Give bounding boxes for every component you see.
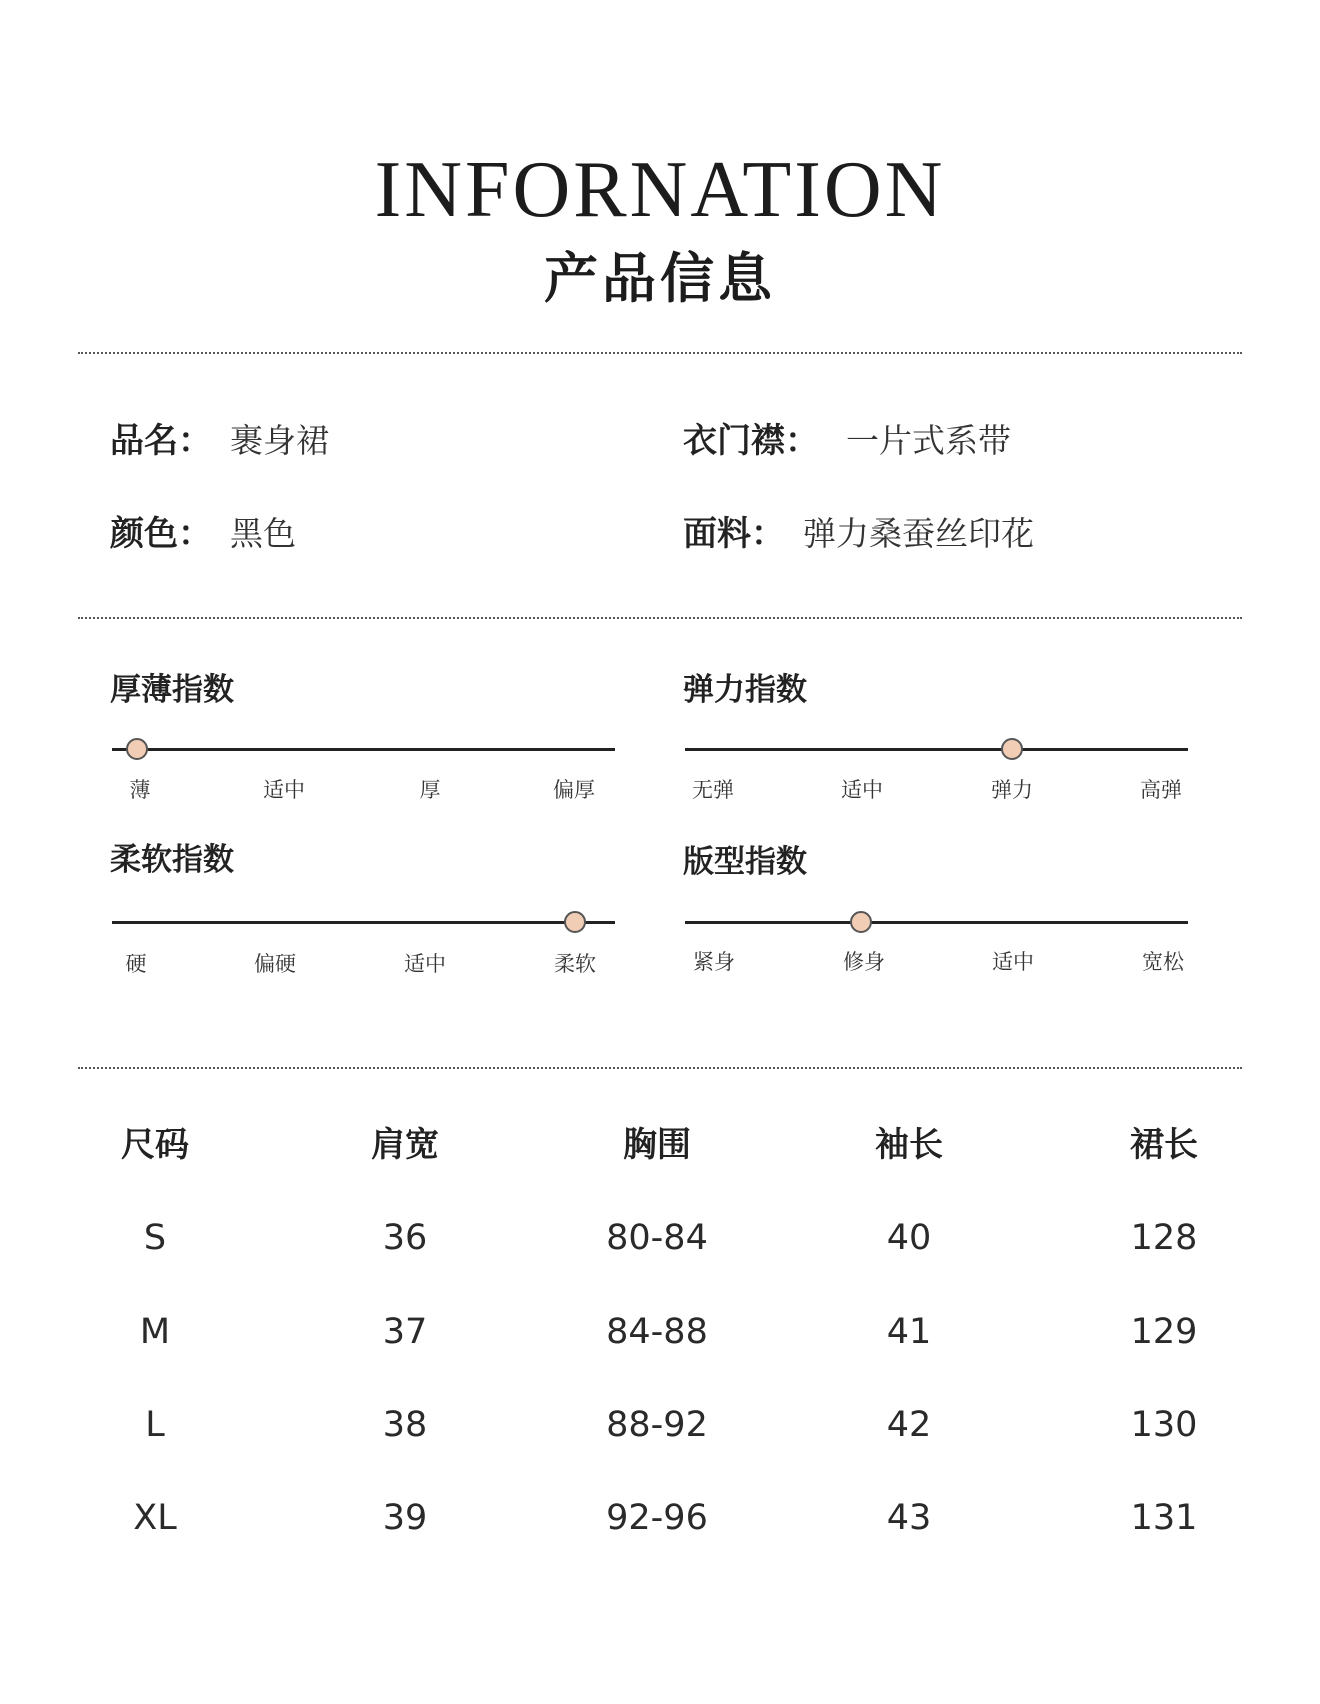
color-value: 黑色 <box>230 514 296 553</box>
scale-label: 无弹 <box>692 778 734 802</box>
table-cell: 84-88 <box>606 1312 708 1352</box>
scale-label: 适中 <box>263 778 305 802</box>
scale-label: 紧身 <box>693 950 735 974</box>
scale-label: 适中 <box>841 778 883 802</box>
table-cell: 37 <box>382 1312 428 1352</box>
scale-label: 高弹 <box>1140 778 1182 802</box>
scale-label: 宽松 <box>1142 950 1184 974</box>
closure-label: 衣门襟： <box>683 421 819 461</box>
table-cell: M <box>139 1312 171 1352</box>
page-title-en: INFORNATION <box>374 146 946 234</box>
table-header-cell: 胸围 <box>623 1125 691 1165</box>
scale-track <box>685 921 1188 924</box>
table-cell: 88-92 <box>606 1405 708 1445</box>
scale-title: 柔软指数 <box>110 842 234 878</box>
scale-track <box>685 748 1188 751</box>
scale-label: 适中 <box>992 950 1034 974</box>
fabric-label: 面料： <box>683 514 785 554</box>
scale-label: 偏硬 <box>254 952 296 976</box>
table-cell: 130 <box>1130 1405 1198 1445</box>
scale-title: 厚薄指数 <box>110 672 234 708</box>
scale-track <box>112 748 615 751</box>
table-cell: 80-84 <box>606 1218 708 1258</box>
scale-label: 薄 <box>129 778 151 802</box>
scale-label: 弹力 <box>991 778 1033 802</box>
scale-label: 厚 <box>419 778 441 802</box>
table-cell: 128 <box>1130 1218 1198 1258</box>
divider-bottom <box>78 1067 1242 1069</box>
table-header-cell: 裙长 <box>1130 1125 1198 1165</box>
scale-label: 硬 <box>125 952 147 976</box>
scale-label: 修身 <box>843 950 885 974</box>
scale-knob <box>850 911 872 933</box>
table-cell: 38 <box>382 1405 428 1445</box>
scale-track <box>112 921 615 924</box>
scale-knob <box>1001 738 1023 760</box>
name-value: 裹身裙 <box>230 421 329 460</box>
scale-title: 弹力指数 <box>683 672 807 708</box>
scale-label: 适中 <box>404 952 446 976</box>
table-cell: 131 <box>1130 1498 1198 1538</box>
table-header-cell: 袖长 <box>875 1125 943 1165</box>
page-title-cn: 产品信息 <box>544 247 776 310</box>
scale-title: 版型指数 <box>683 844 807 880</box>
color-label: 颜色： <box>110 514 212 554</box>
table-cell: 36 <box>382 1218 428 1258</box>
fabric-value: 弹力桑蚕丝印花 <box>803 514 1034 553</box>
table-cell: S <box>143 1218 167 1258</box>
scale-knob <box>126 738 148 760</box>
scale-label: 偏厚 <box>553 778 595 802</box>
table-cell: 92-96 <box>606 1498 708 1538</box>
table-header-cell: 肩宽 <box>371 1125 439 1165</box>
table-cell: 43 <box>886 1498 932 1538</box>
scale-knob <box>564 911 586 933</box>
table-header-cell: 尺码 <box>121 1125 189 1165</box>
name-label: 品名： <box>110 421 212 461</box>
closure-value: 一片式系带 <box>846 421 1011 460</box>
table-cell: 129 <box>1130 1312 1198 1352</box>
table-cell: 39 <box>382 1498 428 1538</box>
table-cell: 40 <box>886 1218 932 1258</box>
table-cell: 42 <box>886 1405 932 1445</box>
divider-top <box>78 352 1242 354</box>
table-cell: 41 <box>886 1312 932 1352</box>
scale-label: 柔软 <box>554 952 596 976</box>
divider-middle <box>78 617 1242 619</box>
table-cell: XL <box>133 1498 177 1538</box>
table-cell: L <box>145 1405 165 1445</box>
